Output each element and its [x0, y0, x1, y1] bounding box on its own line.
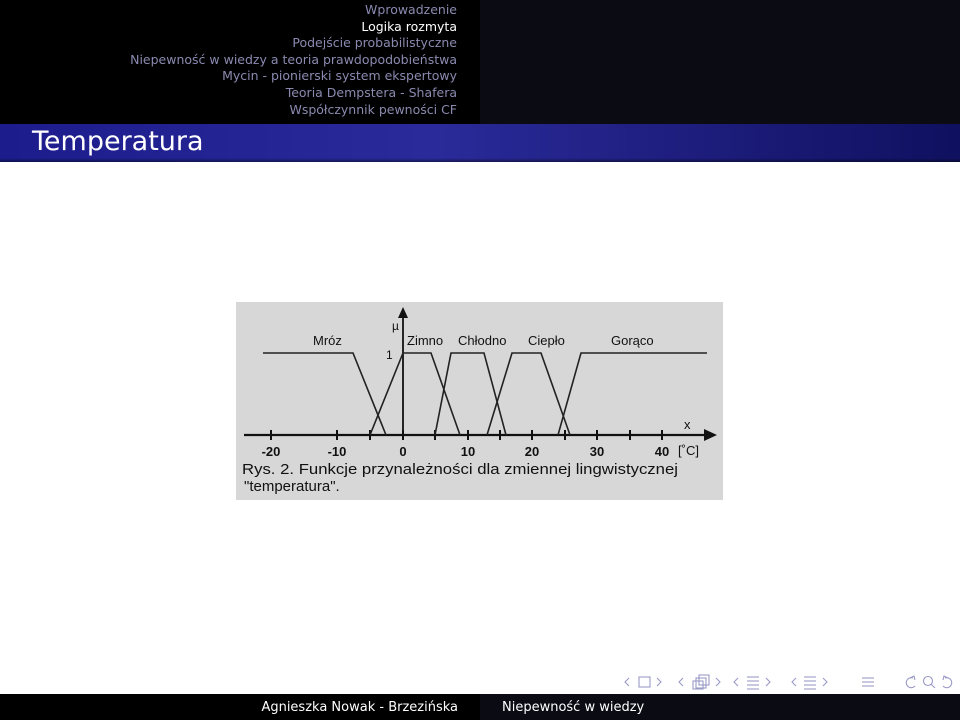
nav-presentation-next-icon[interactable]	[823, 678, 827, 686]
nav-section-2-active[interactable]: Logika rozmyta	[361, 18, 457, 34]
caption-line-2: "temperatura".	[244, 478, 340, 495]
nav-back-icon[interactable]	[906, 676, 915, 688]
title-bar-shadow	[0, 158, 960, 162]
nav-search-icon[interactable]	[924, 677, 936, 689]
y-axis-arrow	[398, 307, 408, 318]
set-label-zimno: Zimno	[407, 333, 444, 348]
nav-presentation-prev-icon[interactable]	[792, 678, 796, 686]
x-axis-arrow	[704, 429, 717, 441]
section-header	[0, 0, 960, 124]
nav-section-prev-icon[interactable]	[734, 678, 738, 686]
footline-author-box	[0, 694, 480, 720]
frame-title-bar	[0, 124, 960, 162]
tick-label-40: 40	[654, 444, 670, 459]
nav-section-5[interactable]: Mycin - pionierski system ekspertowy	[222, 68, 457, 84]
nav-section-next-icon[interactable]	[766, 678, 770, 686]
x-axis-label: x	[684, 417, 691, 432]
footline-author: Agnieszka Nowak - Brzezińska	[261, 700, 458, 715]
set-label-goraco: Gorąco	[611, 333, 654, 348]
nav-section-icon[interactable]	[747, 677, 759, 689]
nav-frame-next-icon[interactable]	[657, 678, 661, 686]
nav-appendix-icon[interactable]	[862, 678, 874, 686]
tick-label-30: 30	[589, 444, 605, 459]
nav-section-1[interactable]: Wprowadzenie	[365, 2, 457, 17]
footline	[0, 694, 960, 720]
header-right-panel	[480, 0, 960, 124]
nav-section-4[interactable]: Niepewność w wiedzy a teoria prawdopodobieństwa	[130, 51, 457, 67]
curve-cieplo	[487, 353, 570, 435]
tick-label-minus10: -10	[327, 444, 347, 459]
set-label-mroz: Mróz	[313, 333, 342, 348]
nav-section-6[interactable]: Teoria Dempstera - Shafera	[285, 84, 457, 100]
caption-line-1: Rys. 2. Funkcje przynależności dla zmiennej lingwistycznej	[242, 461, 678, 478]
section-navigation	[0, 2, 457, 118]
membership-chart	[236, 302, 723, 500]
mu-label: µ	[392, 319, 399, 333]
one-label: 1	[386, 348, 393, 362]
set-label-cieplo: Ciepło	[528, 333, 565, 348]
membership-functions-figure	[236, 302, 723, 500]
beamer-navigation-symbols	[620, 672, 960, 692]
nav-section-7[interactable]: Współczynnik pewności CF	[289, 101, 457, 117]
nav-subsection-next-icon[interactable]	[716, 678, 720, 686]
nav-subsection-icon[interactable]	[693, 675, 709, 689]
footline-title-box	[480, 694, 960, 720]
membership-curves	[263, 353, 707, 435]
nav-presentation-icon[interactable]	[804, 677, 816, 689]
nav-frame-icon[interactable]	[639, 677, 650, 687]
footline-short-title: Niepewność w wiedzy	[502, 700, 645, 715]
tick-label-20: 20	[524, 444, 540, 459]
nav-frame-prev-icon[interactable]	[625, 678, 629, 686]
nav-forward-icon[interactable]	[943, 676, 952, 688]
tick-label-0: 0	[399, 444, 407, 459]
frame-title: Temperatura	[32, 126, 204, 157]
unit-label: [˚C]	[678, 443, 699, 458]
curve-mroz	[263, 353, 386, 435]
tick-labels	[262, 444, 670, 459]
nav-subsection-prev-icon[interactable]	[679, 678, 683, 686]
tick-label-10: 10	[460, 444, 476, 459]
curve-zimno	[370, 353, 460, 435]
tick-label-minus20: -20	[261, 444, 281, 459]
set-label-chlodno: Chłodno	[458, 333, 507, 348]
nav-section-3[interactable]: Podejście probabilistyczne	[292, 35, 457, 51]
